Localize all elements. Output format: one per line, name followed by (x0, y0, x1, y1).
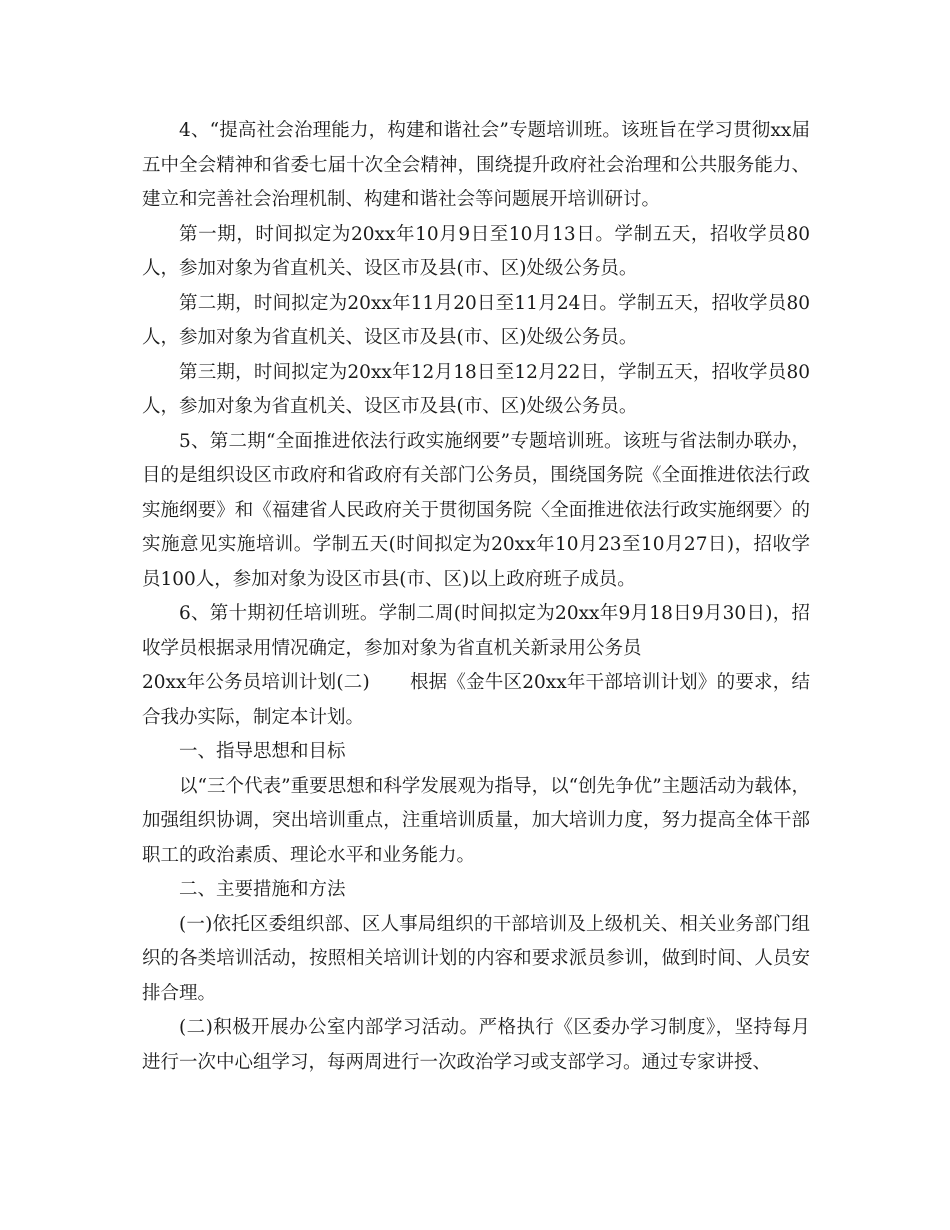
paragraph-item-5: 5、第二期“全面推进依法行政实施纲要”专题培训班。该班与省法制办联办，目的是组织设区市政府和省政府有关部门公务员，围绕国务院《全面推进依法行政实施纲要》和《福建省人民政府关于贯彻国务院〈全面推进依法行政实施纲要〉的实施意见实施培训。学制五天(时间拟定为20xx年10月23至10月27日)，招收学员100人，参加对象为设区市县(市、区)以上政府班子成员。 (142, 430, 810, 590)
plan-intro: 根据《金牛区20xx年干部培训计划》的要求，结合我办实际，制定本计划。 (142, 672, 810, 728)
paragraph-session-1: 第一期，时间拟定为20xx年10月9日至10月13日。学制五天，招收学员80人，参加对象为省直机关、设区市及县(市、区)处级公务员。 (142, 223, 810, 279)
paragraph-session-2: 第二期，时间拟定为20xx年11月20日至11月24日。学制五天，招收学员80人，参加对象为省直机关、设区市及县(市、区)处级公务员。 (142, 292, 810, 348)
paragraph-measure-1: (一)依托区委组织部、区人事局组织的干部培训及上级机关、相关业务部门组织的各类培训活动，按照相关培训计划的内容和要求派员参训，做到时间、人员安排合理。 (142, 913, 810, 1004)
paragraph-guiding-thought: 以“三个代表”重要思想和科学发展观为指导，以“创先争优”主题活动为载体，加强组织协调，突出培训重点，注重培训质量，加大培训力度，努力提高全体干部职工的政治素质、理论水平和业务能力。 (142, 775, 810, 866)
paragraph-session-3: 第三期，时间拟定为20xx年12月18日至12月22日，学制五天，招收学员80人，参加对象为省直机关、设区市及县(市、区)处级公务员。 (142, 361, 810, 417)
plan-title: 20xx年公务员培训计划(二) (142, 672, 370, 693)
paragraph-item-6: 6、第十期初任培训班。学制二周(时间拟定为20xx年9月18日9月30日)，招收学员根据录用情况确定，参加对象为省直机关新录用公务员 (142, 603, 810, 659)
paragraph-item-4: 4、“提高社会治理能力，构建和谐社会”专题培训班。该班旨在学习贯彻xx届五中全会精神和省委七届十次全会精神，围绕提升政府社会治理和公共服务能力、建立和完善社会治理机制、构建和谐社会等问题展开培训研讨。 (142, 120, 810, 210)
document-body (142, 114, 810, 1080)
heading-main-measures: 二、主要措施和方法 (179, 879, 346, 900)
paragraph-measure-2: (二)积极开展办公室内部学习活动。严格执行《区委办学习制度》，坚持每月进行一次中心组学习，每两周进行一次政治学习或支部学习。通过专家讲授、 (142, 1017, 810, 1073)
heading-guiding-thought: 一、指导思想和目标 (179, 741, 346, 762)
paragraph-plan-title-line (142, 666, 810, 735)
